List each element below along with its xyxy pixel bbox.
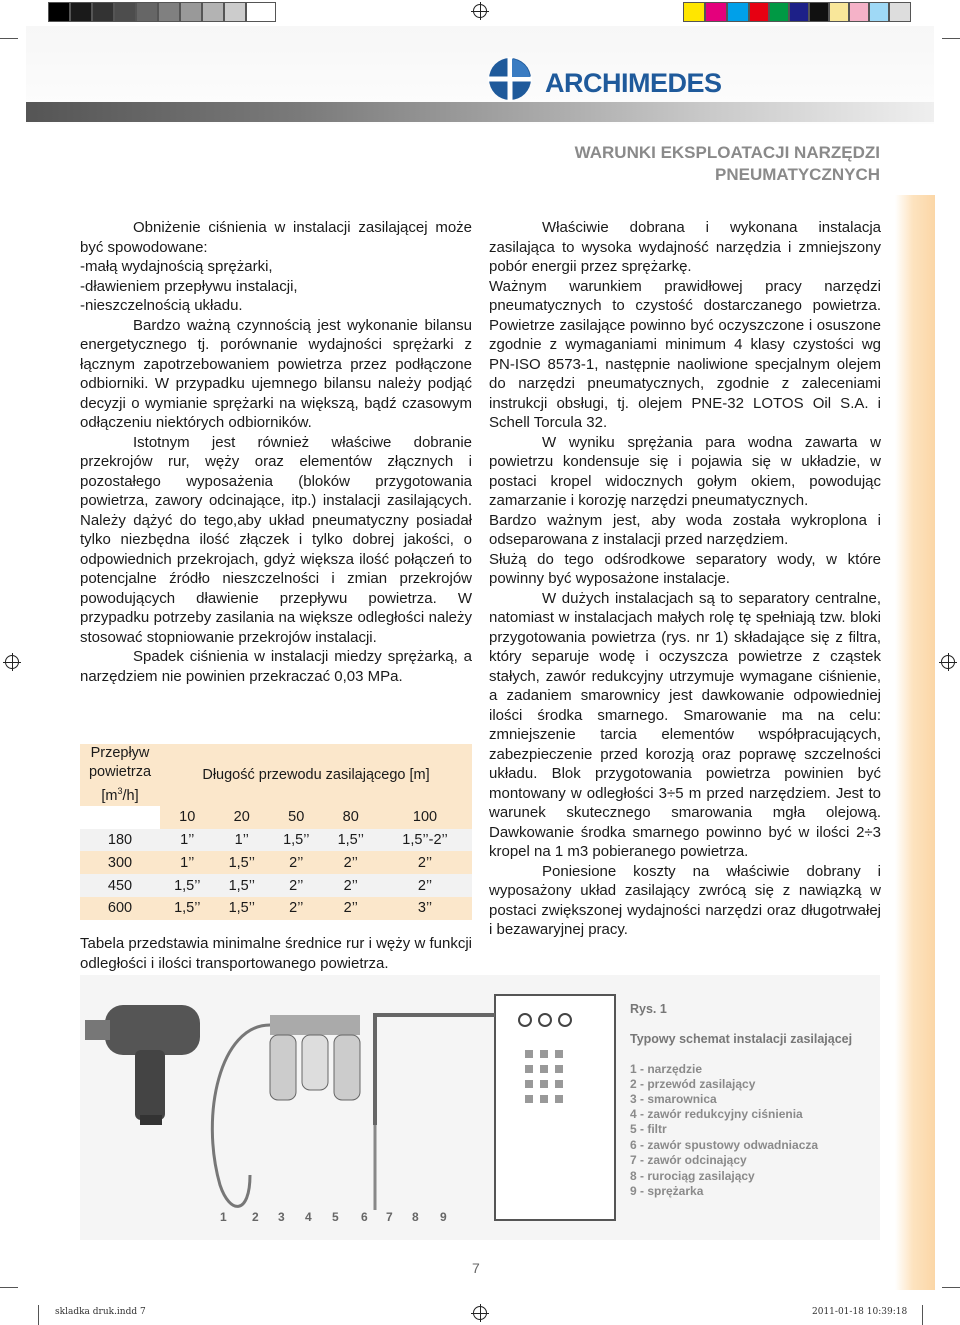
table-length-cell: 20: [215, 806, 270, 829]
print-timestamp: 2011-01-18 10:39:18: [812, 1307, 908, 1317]
figure-label: Rys. 1: [630, 1002, 667, 1016]
legend-item: 3 - smarownica: [630, 1092, 717, 1106]
table-cell: 2’’: [269, 851, 324, 874]
table-length-cell: 80: [324, 806, 379, 829]
legend-item: 8 - rurociąg zasilający: [630, 1169, 755, 1183]
table-cell: 2’’: [269, 897, 324, 920]
table-cell: 1’’: [160, 851, 215, 874]
left-column: [80, 218, 472, 686]
paragraph: Bardzo ważną czynnością jest wykonanie bilansu energetycznego tj. porównanie wydajności sprężarki z łącznym zapotrzebowaniem powietrza przez podłączone odbiorniki. W przypadku ujemnego bilansu należy podjąć decyzji o wymianie sprężarki na większą, bądź czasowym odłączeniu niektórych odbiorników.: [80, 316, 472, 431]
table-flow-cell: 180: [80, 829, 160, 852]
table-cell: 1,5’’: [160, 897, 215, 920]
paragraph: Spadek ciśnienia w instalacji miedzy sprężarką, a narzędziem nie powinien przekraczać 0,03 MPa.: [80, 648, 472, 685]
table-cell: 2’’: [324, 897, 379, 920]
table-cell: 1,5’’: [269, 829, 324, 852]
crop-mark: [0, 38, 18, 39]
paragraph: Ważnym warunkiem prawidłowej pracy narzędzi pneumatycznych to czystość dostarczanego powietrza. Powietrze zasilające powinno być oczyszczone i osuszone zgodnie z wymaganiami minimum 4 klasy czystości wg PN-ISO 8573-1, następnie naoliwione specjalnym olejem do narzędzi pneumatycznych, zgodnie z zaleceniami instrukcji obsługi, tj. olejem PNE-32 LOTOS Oil S.A. i Schell Torcula 32.: [489, 277, 881, 431]
table-cell: 2’’: [324, 874, 379, 897]
legend-item: 9 - sprężarka: [630, 1184, 704, 1198]
table-flow-cell: 450: [80, 874, 160, 897]
crop-mark: [942, 1287, 960, 1288]
table-caption: Tabela przedstawia minimalne średnice rur i węży w funkcji odległości i ilości transportowanego powietrza.: [80, 935, 472, 972]
right-column: [489, 218, 881, 940]
table-row: [80, 829, 472, 852]
table-cell: [80, 806, 160, 829]
paragraph: Właściwie dobrana i wykonana instalacja zasilająca to wysoka wydajność narzędzia i zmniejszony pobór energii przez sprężarkę.: [489, 219, 881, 275]
legend-item: 1 - narzędzie: [630, 1062, 703, 1076]
table-header-text: powietrza: [88, 764, 152, 780]
table-header-text: $[m^3/h]$: [101, 786, 139, 804]
table-cell: 1,5’’: [215, 851, 270, 874]
table-header-text: Przepływ: [90, 745, 150, 761]
paragraph: Służą do tego odśrodkowe separatory wody, w które powinny być wyposażone instalacje.: [489, 550, 881, 587]
table-cell: 3’’: [378, 897, 472, 920]
table-cell: 1,5’’: [215, 874, 270, 897]
header-rule: [26, 102, 934, 122]
table-flow-cell: 300: [80, 851, 160, 874]
figure-number: 1: [220, 1210, 227, 1224]
section-title: [575, 142, 880, 186]
logo-text: ARCHIMEDES: [545, 68, 722, 98]
crop-mark: [922, 1305, 923, 1325]
legend-item: 2 - przewód zasilający: [630, 1077, 756, 1091]
file-info: skladka druk.indd 7: [55, 1307, 146, 1317]
table-cell: 1,5’’-2’’: [378, 829, 472, 852]
table-cell: 2’’: [378, 851, 472, 874]
installation-diagram: [80, 975, 880, 1240]
page-number: 7: [472, 1260, 480, 1276]
paragraph: Poniesione koszty na właściwie dobrany i wyposażony układ zasilający zwrócą się z nawiązką w postaci zwiększonej wydajności narzędzi oraz długotrwałej i bezawaryjnej pracy.: [489, 862, 881, 938]
compressor-icon: [495, 995, 615, 1220]
logo-icon: [488, 57, 532, 101]
pipe-diameter-table: [80, 744, 472, 920]
legend-item: 5 - filtr: [630, 1122, 667, 1136]
frl-unit-icon: [270, 1015, 360, 1035]
table-row: [80, 851, 472, 874]
decorative-side-stripe: [895, 195, 935, 1290]
table-flow-cell: 600: [80, 897, 160, 920]
paragraph: W wyniku sprężania para wodna zawarta w powietrzu kondensuje się i pojawia się w układzie, w postaci kropel widocznych gołym okiem, powodując zamarzanie i korozję narzędzi pneumatycznych.: [489, 433, 881, 509]
legend-item: 4 - zawór redukcyjny ciśnienia: [630, 1107, 803, 1121]
registration-mark-left: [5, 655, 19, 669]
table-row: [80, 874, 472, 897]
paragraph: W dużych instalacjach są to separatory centralne, natomiast w instalacjach małych rolę tę spełniają tzw. bloki przygotowania powietrza (rys. nr 1) składające się z filtra, który separuje wodę i oczyszcza powietrze z cząstek stałych, zawór redukcyjny utrzymuje wymagane ciśnienie, a zadaniem smarownicy jest dawkowanie odpowiedniej ilości środka smarnego. Smarowanie ma na celu: zmniejszenie tarcia elementów współpracujących, zabezpieczenie przed korozją oraz poprawę szczelności układu. Blok przygotowania powietrza powinien być montowany w odległości 3÷5 m przed narzędziem. Jest to warunek skutecznego smarowania mgła olejową. Dawkowanie środka smarnego powinno być w ilości 2÷3 kropel na 1 m3 pobieranego powietrza.: [489, 589, 881, 860]
table-cell: 2’’: [324, 851, 379, 874]
registration-mark-right: [941, 655, 955, 669]
figure-number: 9: [440, 1210, 447, 1224]
registration-mark-top: [473, 4, 487, 18]
table-cell: 1’’: [160, 829, 215, 852]
table-row: [80, 897, 472, 920]
paragraph: Bardzo ważnym jest, aby woda została wykroplona i odseparowana z instalacji przed narzędziem.: [489, 511, 881, 548]
crop-mark: [38, 1305, 39, 1325]
figure-number: 7: [386, 1210, 393, 1224]
table-length-cell: 50: [269, 806, 324, 829]
figure-number: 6: [361, 1210, 368, 1224]
legend-item: 7 - zawór odcinający: [630, 1153, 747, 1167]
paragraph: Istotnym jest również właściwe dobranie przekrojów rur, węży oraz elementów złącznych i pozostałego wyposażenia (bloków przygotowania powietrza, zawory odcinające, itp.) instalacji zasilających. Należy dążyć do tego,aby układ pneumatyczny posiadał tylko niezbędna ilość złączek i tylko dobrej jakości, o odpowiednich przekrojach, gdyż większa ilość połączeń to potencjalne źródło nieszczelności i zmian przekrojów powodujących dławienie przepływu powietrza. W przypadku potrzeby zasilania na większe odległości należy stosować stopniowanie przekrojów instalacji.: [80, 433, 472, 646]
table-cell: 2’’: [269, 874, 324, 897]
table-length-cell: 100: [378, 806, 472, 829]
table-cell: 1,5’’: [160, 874, 215, 897]
figure-number: 3: [278, 1210, 285, 1224]
table-length-cell: 10: [160, 806, 215, 829]
paragraph: -nieszczelnością układu.: [80, 297, 243, 314]
figure-number: 8: [412, 1210, 419, 1224]
registration-mark-bottom: [473, 1306, 487, 1320]
crop-mark: [0, 1287, 18, 1288]
section-title-line: WARUNKI EKSPLOATACJI NARZĘDZI: [574, 143, 880, 162]
legend-item: 6 - zawór spustowy odwadniacza: [630, 1138, 819, 1152]
figure-number: 2: [252, 1210, 259, 1224]
section-title-line: PNEUMATYCZNYCH: [715, 165, 880, 184]
table-header-flow: [80, 744, 160, 806]
table-cell: 1,5’’: [215, 897, 270, 920]
figure-number: 5: [332, 1210, 339, 1224]
table-cell: 2’’: [378, 874, 472, 897]
paragraph: -małą wydajnością sprężarki,: [80, 258, 273, 275]
figure-title: Typowy schemat instalacji zasilającej: [630, 1032, 853, 1046]
paragraph: -dławieniem przepływu instalacji,: [80, 277, 298, 295]
table-cell: 1’’: [215, 829, 270, 852]
paragraph: Obniżenie ciśnienia w instalacji zasilającej może być spowodowane:: [80, 219, 472, 256]
table-cell: 1,5’’: [324, 829, 379, 852]
figure-number: 4: [305, 1210, 312, 1224]
table-header-length: Długość przewodu zasilającego [m]: [160, 744, 472, 806]
crop-mark: [942, 38, 960, 39]
